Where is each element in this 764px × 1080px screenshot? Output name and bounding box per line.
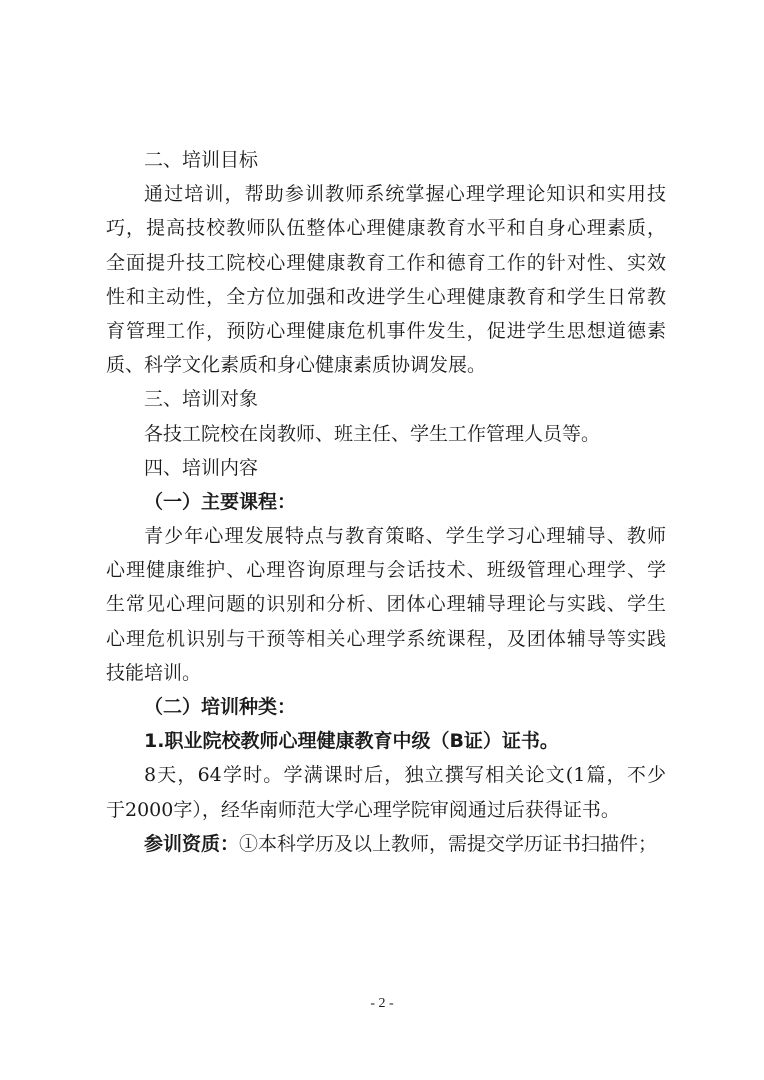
subsection-heading-training-types: （二）培训种类： — [144, 696, 297, 718]
paragraph-line: 各技工院校在岗教师、班主任、学生工作管理人员等。 — [144, 422, 601, 445]
paragraph-line: 技能培训。 — [106, 661, 202, 684]
paragraph-line: 通过培训，帮助参训教师系统掌握心理学理论知识和实用技 — [144, 183, 666, 206]
paragraph-line: 性和主动性，全方位加强和改进学生心理健康教育和学生日常教 — [106, 285, 666, 308]
section-heading-training-goals: 二、培训目标 — [144, 149, 259, 171]
paragraph-line: 质、科学文化素质和身心健康素质协调发展。 — [106, 354, 487, 377]
section-heading-training-content: 四、培训内容 — [144, 456, 259, 479]
paragraph-line: 生常见心理问题的识别和分析、团体心理辅导理论与实践、学生 — [106, 593, 666, 616]
item-heading-certificate-b: 1.职业院校教师心理健康教育中级（B证）证书。 — [144, 730, 559, 753]
qualification-text: ①本科学历及以上教师，需提交学历证书扫描件； — [239, 832, 658, 855]
paragraph-line: 青少年心理发展特点与教育策略、学生学习心理辅导、教师 — [144, 525, 666, 548]
paragraph-line: 心理危机识别与干预等相关心理学系统课程，及团体辅导等实践 — [106, 627, 666, 650]
paragraph-line: 育管理工作，预防心理健康危机事件发生，促进学生思想道德素 — [106, 319, 666, 342]
subsection-heading-main-courses: （一）主要课程： — [144, 490, 297, 513]
paragraph-line: 巧，提高技校教师队伍整体心理健康教育水平和自身心理素质， — [106, 217, 666, 240]
section-heading-training-targets: 三、培训对象 — [144, 388, 259, 411]
qualification-label: 参训资质： — [144, 832, 240, 855]
page-number: - 2 - — [370, 996, 394, 1011]
qualification-line — [106, 827, 666, 861]
paragraph-line: 于2000字），经华南师范大学心理学院审阅通过后获得证书。 — [106, 798, 620, 821]
paragraph-line: 8天，64学时。学满课时后，独立撰写相关论文(1篇，不少 — [144, 764, 666, 787]
paragraph-line: 全面提升技工院校心理健康教育工作和德育工作的针对性、实效 — [106, 251, 666, 274]
document-body — [106, 143, 666, 861]
paragraph-line: 心理健康维护、心理咨询原理与会话技术、班级管理心理学、学 — [106, 559, 666, 582]
